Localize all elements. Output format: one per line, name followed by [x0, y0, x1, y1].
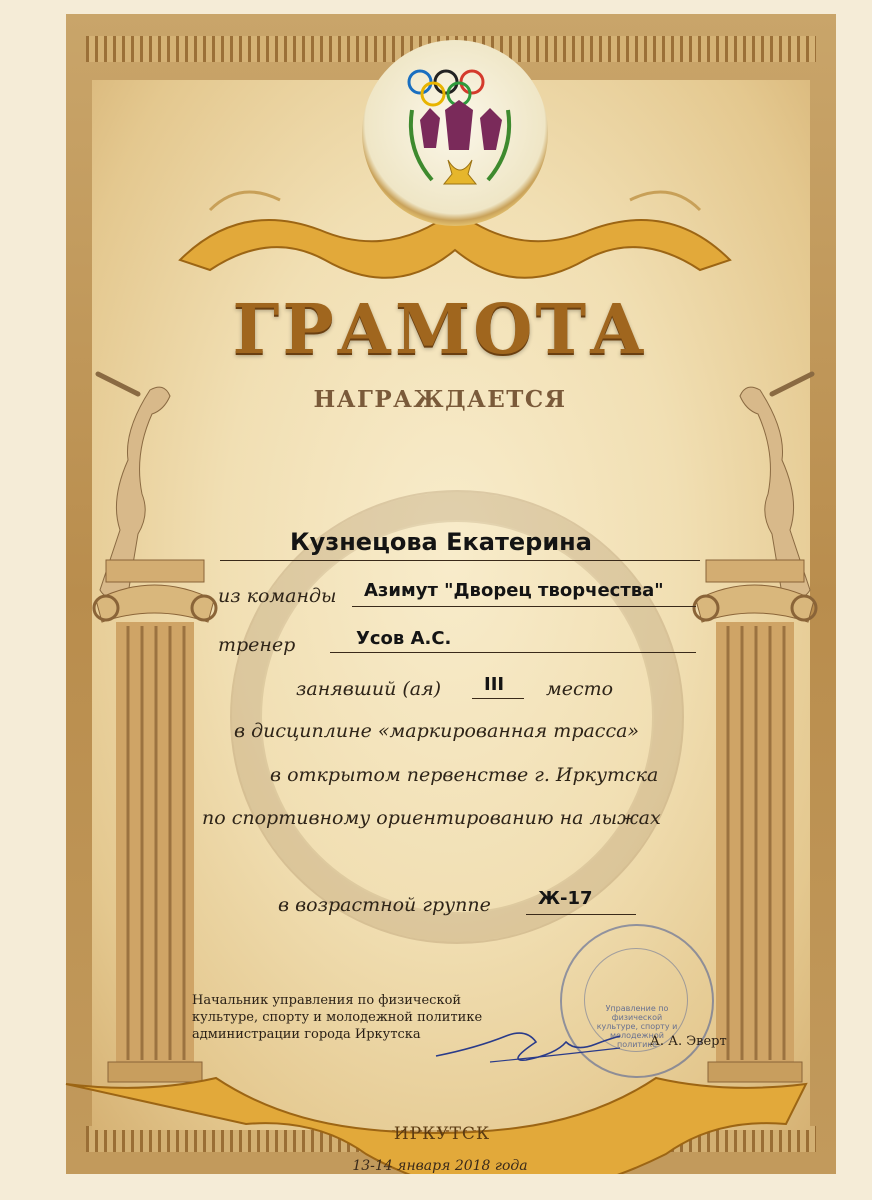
- left-column-with-statue: [90, 360, 220, 1100]
- discipline-line: в дисциплине «маркированная трасса»: [234, 720, 640, 742]
- place-prefix: занявший (ая): [296, 678, 442, 700]
- athletes-and-cup-icon: [400, 80, 520, 200]
- greek-watermark-emblem: [230, 490, 684, 944]
- recipient-underline: [220, 560, 700, 561]
- signatory-name: А. А. Эверт: [650, 1034, 727, 1049]
- age-group-value: Ж-17: [538, 888, 593, 909]
- signatory-position-line2: культуре, спорту и молодежной политике: [192, 1010, 483, 1025]
- coach-prefix: тренер: [218, 634, 296, 656]
- awarded-label: НАГРАЖДАЕТСЯ: [313, 386, 567, 413]
- handwritten-signature: [430, 1020, 630, 1070]
- age-group-underline: [526, 914, 636, 915]
- stamp-text-line2: культуре, спорту и: [596, 1022, 678, 1031]
- team-underline: [352, 606, 696, 607]
- recipient-name: Кузнецова Екатерина: [290, 528, 592, 556]
- team-prefix: из команды: [218, 585, 337, 607]
- place-value: III: [484, 674, 505, 695]
- event-line: в открытом первенстве г. Иркутска: [270, 764, 659, 786]
- sport-line: по спортивному ориентированию на лыжах: [202, 807, 661, 829]
- signatory-position-line1: Начальник управления по физической: [192, 993, 462, 1008]
- signatory-position-line3: администрации города Иркутска: [192, 1027, 421, 1042]
- stamp-text-line1: Управление по физической: [605, 1004, 669, 1022]
- coach-underline: [330, 652, 696, 653]
- team-value: Азимут "Дворец творчества": [364, 580, 664, 601]
- event-date: 13-14 января 2018 года: [352, 1158, 528, 1174]
- certificate-title: ГРАМОТА: [232, 290, 648, 370]
- age-group-prefix: в возрастной группе: [278, 894, 491, 916]
- place-suffix: место: [546, 678, 614, 700]
- coach-value: Усов А.С.: [356, 628, 452, 649]
- city-label: ИРКУТСК: [393, 1124, 491, 1144]
- place-underline: [472, 698, 524, 699]
- stamp-text-line3: молодежной политике: [610, 1031, 664, 1049]
